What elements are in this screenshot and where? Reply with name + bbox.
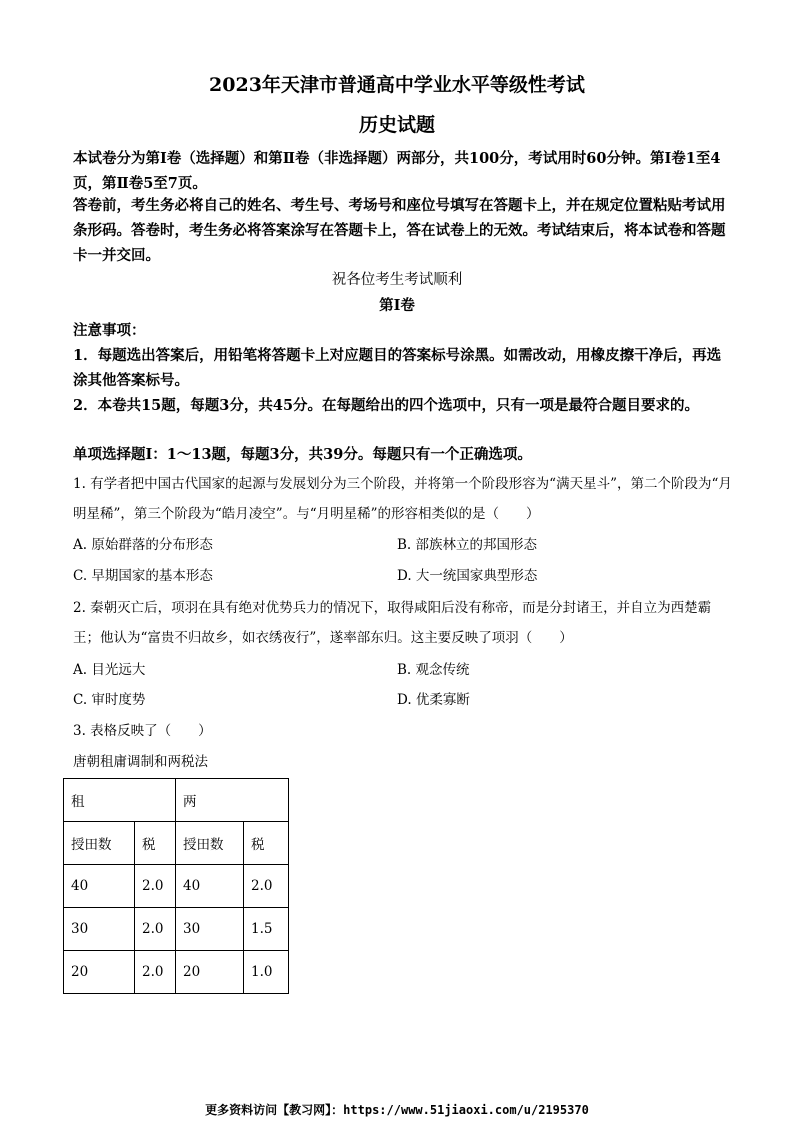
question-1-option-c: C. 早期国家的基本形态: [73, 568, 213, 584]
table-column-header: 税: [135, 822, 176, 865]
volume-heading: 第Ⅰ卷: [379, 297, 415, 314]
question-3-stem: 3. 表格反映了（ ）: [73, 723, 212, 739]
table-column-header: 授田数: [176, 822, 244, 865]
table-cell: 20: [64, 951, 135, 994]
table-cell: 40: [64, 865, 135, 908]
table-row: [64, 822, 289, 865]
table-caption: 唐朝租庸调制和两税法: [73, 754, 208, 770]
question-2-option-d: D. 优柔寡断: [397, 692, 470, 708]
intro-paragraph-1: 本试卷分为第Ⅰ卷（选择题）和第Ⅱ卷（非选择题）两部分，共100分，考试用时60分钟。第Ⅰ卷1至4页，第Ⅱ卷5至7页。: [73, 150, 721, 192]
footer-link[interactable]: 更多资料访问【教习网】：https://www.51jiaoxi.com/u/2195370: [205, 1103, 589, 1117]
table-cell: 30: [176, 908, 244, 951]
question-1-option-b: B. 部族林立的邦国形态: [397, 537, 538, 553]
question-1-option-d: D. 大一统国家典型形态: [397, 568, 538, 584]
table-row: [64, 951, 289, 994]
table-row: [64, 908, 289, 951]
table-row: [64, 865, 289, 908]
table-cell: 30: [64, 908, 135, 951]
table-row: [64, 779, 289, 822]
exam-title: 2023年天津市普通高中学业水平等级性考试: [209, 74, 585, 96]
table-column-header: 税: [244, 822, 289, 865]
tax-table: [63, 778, 289, 994]
exam-subtitle: 历史试题: [358, 114, 435, 136]
table-group-header: 租: [64, 779, 176, 822]
table-cell: 2.0: [135, 865, 176, 908]
note-1: 1．每题选出答案后，用铅笔将答题卡上对应题目的答案标号涂黑。如需改动，用橡皮擦干净后，再选涂其他答案标号。: [73, 347, 722, 389]
table-cell: 2.0: [135, 951, 176, 994]
question-1-stem: 1. 有学者把中国古代国家的起源与发展划分为三个阶段，并将第一个阶段形容为“满天星斗”，第二个阶段为“月明星稀”，第三个阶段为“皓月凌空”。与“月明星稀”的形容相类似的是（ ）: [73, 476, 732, 522]
table-cell: 2.0: [135, 908, 176, 951]
question-2-option-c: C. 审时度势: [73, 692, 146, 708]
question-2-stem: 2. 秦朝灭亡后，项羽在具有绝对优势兵力的情况下，取得咸阳后没有称帝，而是分封诸王，并自立为西楚霸王；他认为“富贵不归故乡，如衣绣夜行”，遂率部东归。这主要反映了项羽（ ）: [73, 600, 712, 646]
question-2-option-b: B. 观念传统: [397, 662, 470, 678]
section-instructions: 单项选择题Ⅰ：1～13题，每题3分，共39分。每题只有一个正确选项。: [73, 446, 532, 463]
table-cell: 2.0: [244, 865, 289, 908]
good-luck-line: 祝各位考生考试顺利: [331, 272, 463, 288]
notes-heading: 注意事项：: [73, 322, 146, 339]
table-cell: 1.5: [244, 908, 289, 951]
question-2-option-a: A. 目光远大: [73, 662, 146, 678]
table-cell: 1.0: [244, 951, 289, 994]
table-group-header: 两: [176, 779, 289, 822]
table-column-header: 授田数: [64, 822, 135, 865]
note-2: 2．本卷共15题，每题3分，共45分。在每题给出的四个选项中，只有一项是最符合题目要求的。: [73, 397, 700, 414]
table-cell: 40: [176, 865, 244, 908]
table-cell: 20: [176, 951, 244, 994]
question-1-option-a: A. 原始群落的分布形态: [73, 537, 213, 553]
intro-paragraph-2: 答卷前，考生务必将自己的姓名、考生号、考场号和座位号填写在答题卡上，并在规定位置粘贴考试用条形码。答卷时，考生务必将答案涂写在答题卡上，答在试卷上的无效。考试结束后，将本试卷和答题卡一并交回。: [73, 197, 726, 264]
